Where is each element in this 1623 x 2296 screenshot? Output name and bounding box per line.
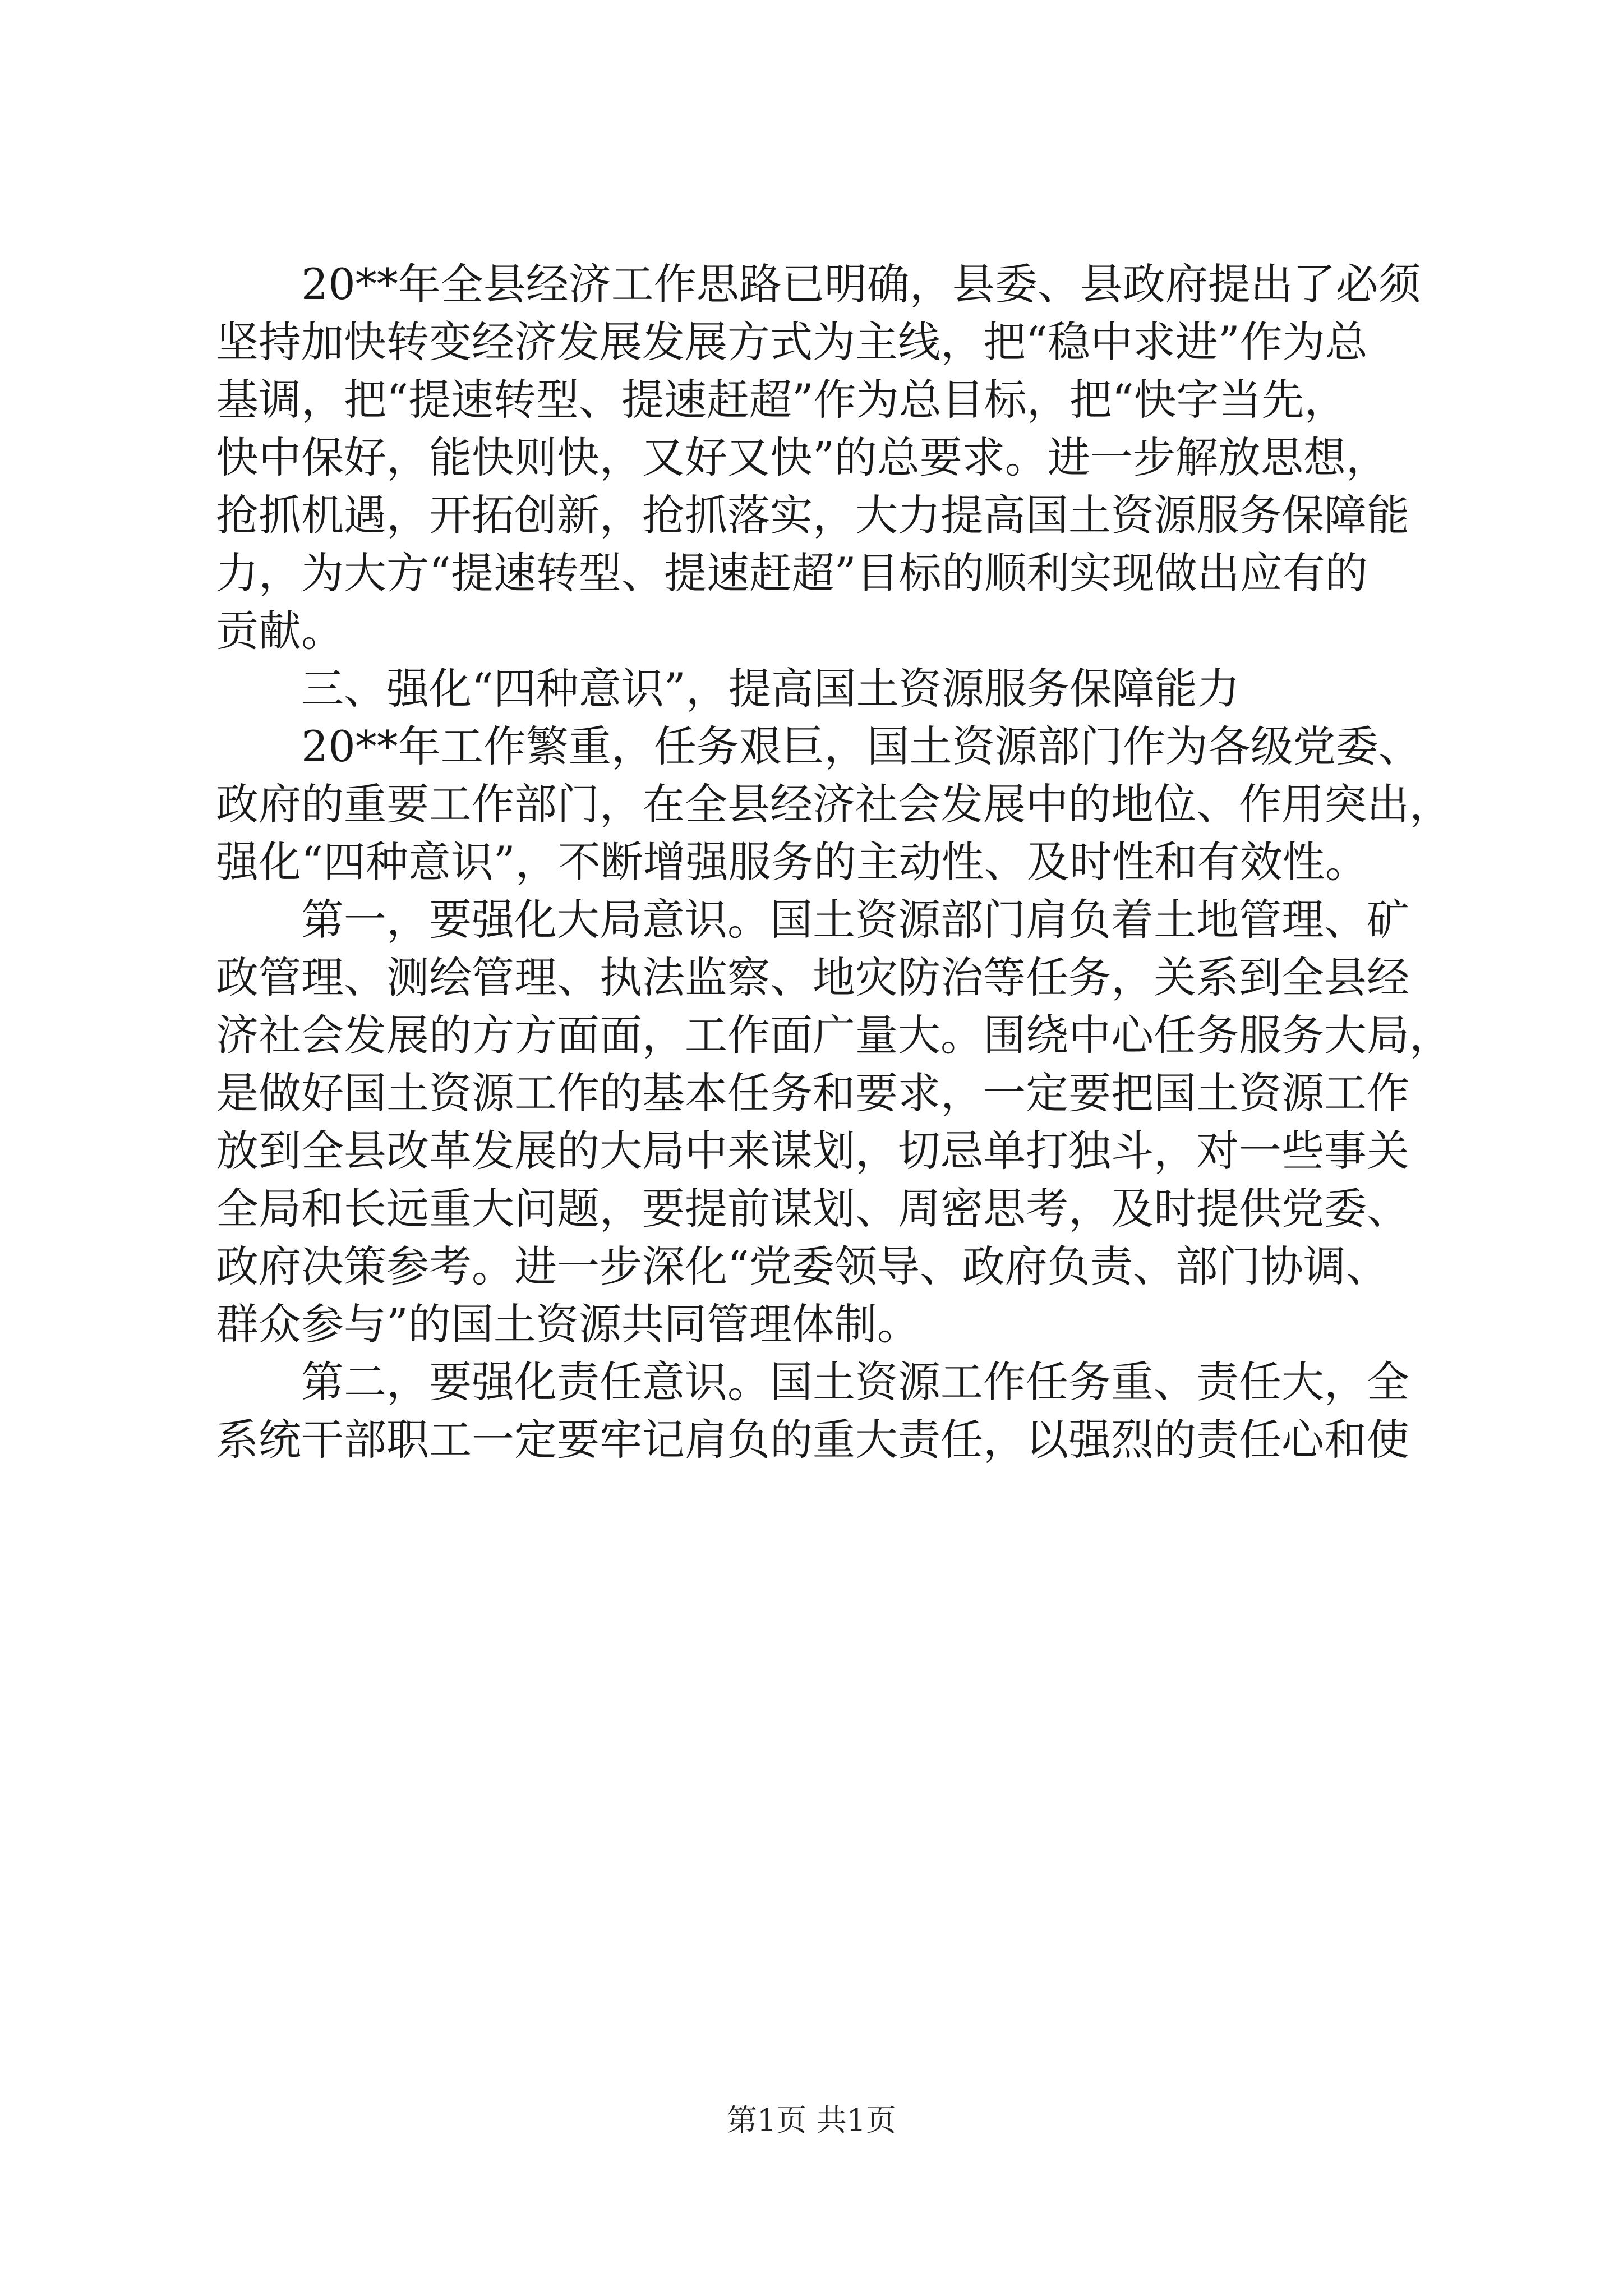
paragraph-3-line-4: 是做好国土资源工作的基本任务和要求，一定要把国土资源工作	[216, 1068, 1409, 1118]
paragraph-3-line-1: 第一，要强化大局意识。国土资源部门肩负着土地管理、矿	[301, 895, 1409, 945]
paragraph-1-line-3: 基调，把“提速转型、提速赶超”作为总目标，把“快字当先，	[216, 375, 1347, 425]
paragraph-3-line-2: 政管理、测绘管理、执法监察、地灾防治等任务，关系到全县经	[216, 953, 1409, 1002]
section-heading: 三、强化“四种意识”，提高国土资源服务保障能力	[301, 664, 1240, 714]
paragraph-3-line-5: 放到全县改革发展的大局中来谋划，切忌单打独斗，对一些事关	[216, 1126, 1409, 1176]
paragraph-4-line-2: 系统干部职工一定要牢记肩负的重大责任，以强烈的责任心和使	[216, 1415, 1409, 1465]
page-footer: 第1页 共1页	[727, 2102, 896, 2138]
paragraph-2-line-1: 20**年工作繁重，任务艰巨，国土资源部门作为各级党委、	[301, 721, 1421, 771]
paragraph-3-line-6: 全局和长远重大问题，要提前谋划、周密思考，及时提供党委、	[216, 1184, 1409, 1234]
paragraph-1-line-2: 坚持加快转变经济发展发展方式为主线，把“稳中求进”作为总	[216, 317, 1368, 367]
paragraph-2-line-2: 政府的重要工作部门，在全县经济社会发展中的地位、作用突出，	[216, 779, 1452, 829]
body-text	[216, 255, 1452, 1469]
paragraph-1-line-6: 力，为大方“提速转型、提速赶超”目标的顺利实现做出应有的	[216, 548, 1368, 598]
paragraph-2-line-3: 强化“四种意识”，不断增强服务的主动性、及时性和有效性。	[216, 837, 1368, 887]
paragraph-3-line-7: 政府决策参考。进一步深化“党委领导、政府负责、部门协调、	[216, 1241, 1389, 1291]
paragraph-3-line-8: 群众参与”的国土资源共同管理体制。	[216, 1299, 920, 1349]
paragraph-3-line-3: 济社会发展的方方面面，工作面广量大。围绕中心任务服务大局，	[216, 1010, 1452, 1060]
paragraph-1-line-7: 贡献。	[216, 606, 344, 656]
paragraph-1-line-1: 20**年全县经济工作思路已明确，县委、县政府提出了必须	[301, 259, 1421, 309]
paragraph-1-line-5: 抢抓机遇，开拓创新，抢抓落实，大力提高国土资源服务保障能	[216, 490, 1409, 540]
paragraph-1-line-4: 快中保好，能快则快，又好又快”的总要求。进一步解放思想，	[216, 432, 1389, 482]
paragraph-4-line-1: 第二，要强化责任意识。国土资源工作任务重、责任大，全	[301, 1357, 1409, 1407]
